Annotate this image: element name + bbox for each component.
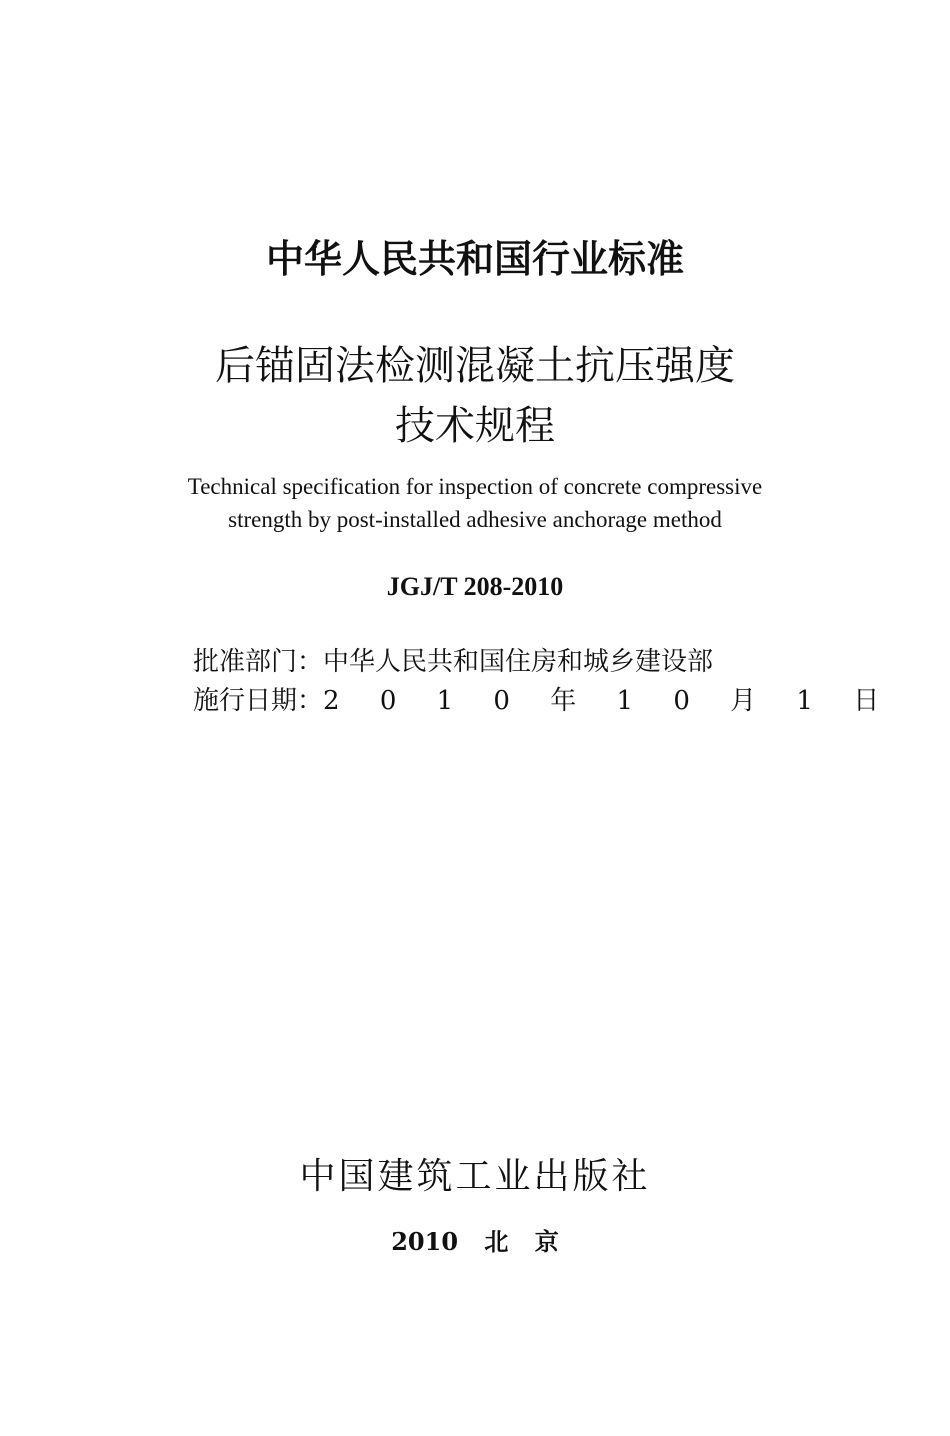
effective-date-row xyxy=(193,680,895,717)
standard-category-heading: 中华人民共和国行业标准 xyxy=(265,237,684,281)
approval-authority-row xyxy=(193,641,713,678)
approval-authority-value: 中华人民共和国住房和城乡建设部 xyxy=(323,647,714,677)
approval-authority-label: 批准部门： xyxy=(193,647,324,677)
publisher-name: 中国建筑工业出版社 xyxy=(299,1156,651,1197)
effective-date-value: 2 0 1 0 年 1 0 月 1 日 xyxy=(323,686,896,716)
chinese-title-line-2: 技术规程 xyxy=(395,403,555,449)
english-title-line-2: strength by post-installed adhesive anchorage method xyxy=(228,507,722,532)
publication-year-place: 2010 北 京 xyxy=(391,1227,559,1256)
chinese-title-line-1: 后锚固法检测混凝土抗压强度 xyxy=(215,343,735,389)
effective-date-label: 施行日期： xyxy=(193,686,324,716)
english-title-line-1: Technical specification for inspection of concrete compressive xyxy=(187,474,763,499)
standard-code: JGJ/T 208-2010 xyxy=(386,572,564,601)
